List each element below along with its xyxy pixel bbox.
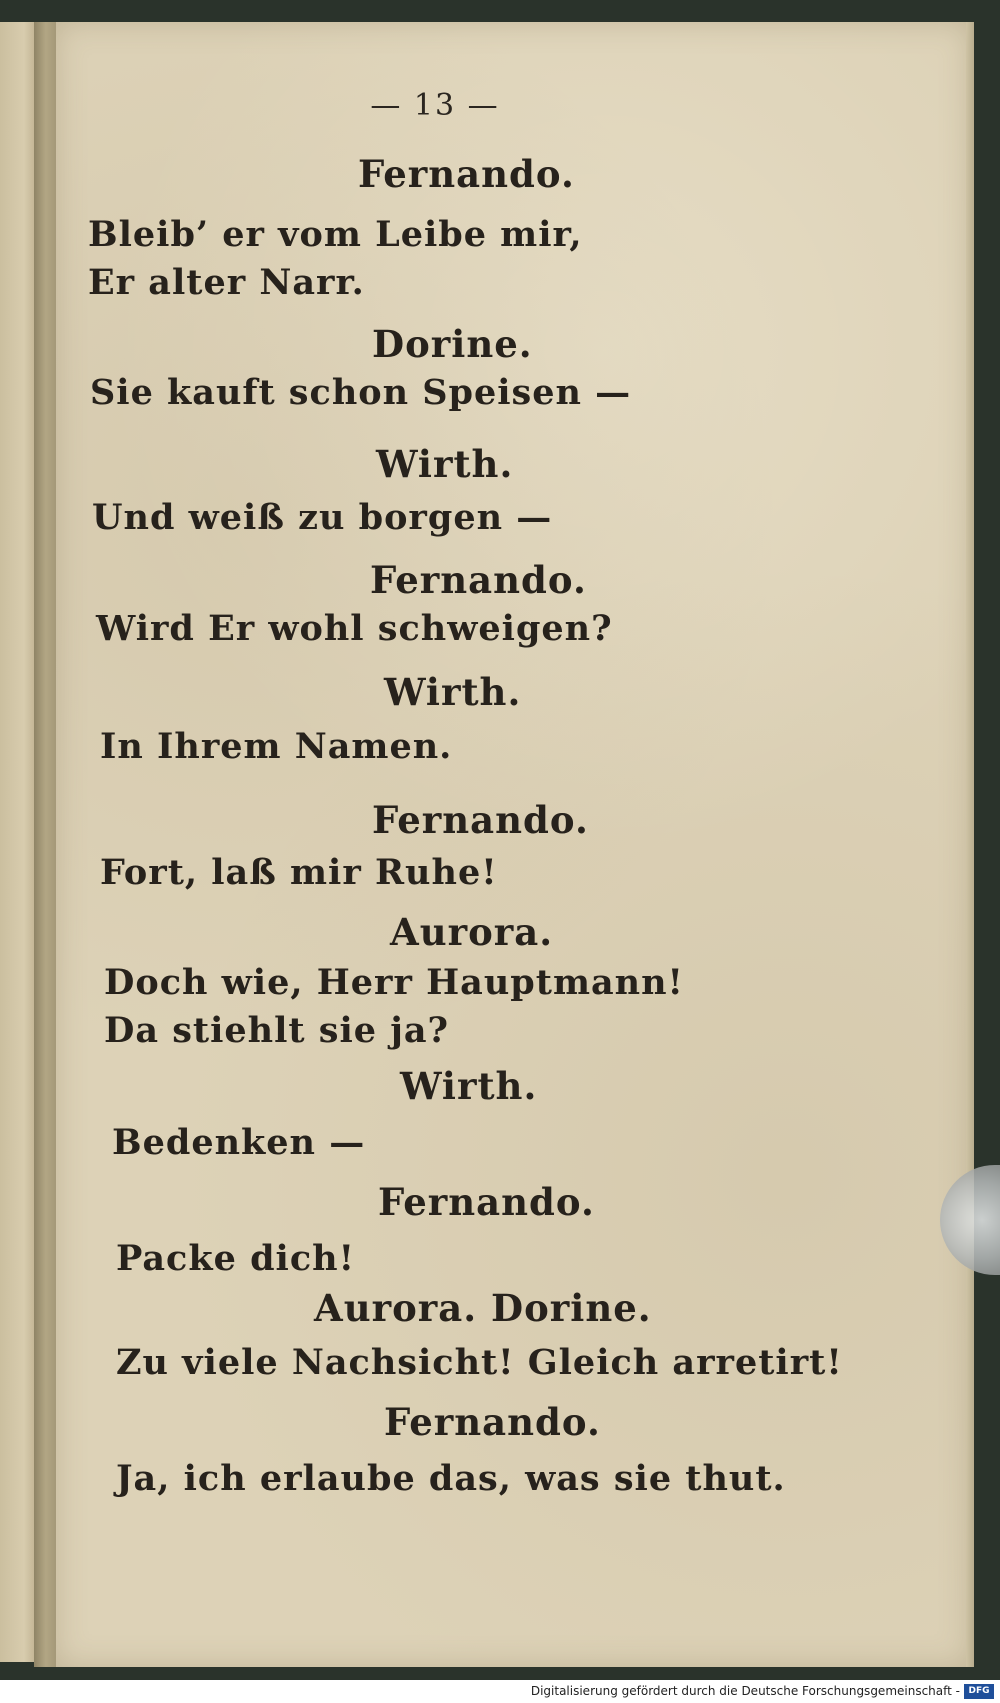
- speaker-name: Fernando.: [370, 558, 587, 602]
- verse-line: Und weiß zu borgen —: [92, 497, 553, 538]
- speaker-name: Fernando.: [378, 1180, 595, 1224]
- dfg-logo: DFG: [964, 1684, 994, 1699]
- verse-line: Da stiehlt sie ja?: [104, 1010, 450, 1051]
- verse-line: Bleib’ er vom Leibe mir,: [88, 214, 583, 255]
- footer-bar: [0, 1680, 1000, 1703]
- page-number: — 13 —: [370, 88, 500, 123]
- speaker-name: Fernando.: [384, 1400, 601, 1444]
- verse-line: Wird Er wohl schweigen?: [96, 608, 613, 649]
- verse-line: Sie kauft schon Speisen —: [90, 372, 632, 413]
- verse-line: Packe dich!: [116, 1238, 355, 1279]
- funding-credit: Digitalisierung gefördert durch die Deutsche Forschungsgemeinschaft -: [530, 1684, 960, 1698]
- verse-line: Ja, ich erlaube das, was sie thut.: [116, 1458, 786, 1499]
- verse-line: Er alter Narr.: [88, 262, 365, 303]
- speaker-name: Aurora. Dorine.: [314, 1286, 652, 1330]
- speaker-name: Aurora.: [390, 910, 554, 954]
- verse-line: Doch wie, Herr Hauptmann!: [104, 962, 684, 1003]
- speaker-name: Wirth.: [384, 670, 522, 714]
- page-right-edge: [966, 22, 974, 1667]
- speaker-name: Fernando.: [372, 798, 589, 842]
- verse-line: Zu viele Nachsicht! Gleich arretirt!: [116, 1342, 843, 1383]
- verse-line: Fort, laß mir Ruhe!: [100, 852, 498, 893]
- speaker-name: Fernando.: [358, 152, 575, 196]
- verse-line: In Ihrem Namen.: [100, 726, 453, 767]
- verse-line: Bedenken —: [112, 1122, 366, 1163]
- speaker-name: Dorine.: [372, 322, 533, 366]
- speaker-name: Wirth.: [400, 1064, 538, 1108]
- speaker-name: Wirth.: [376, 442, 514, 486]
